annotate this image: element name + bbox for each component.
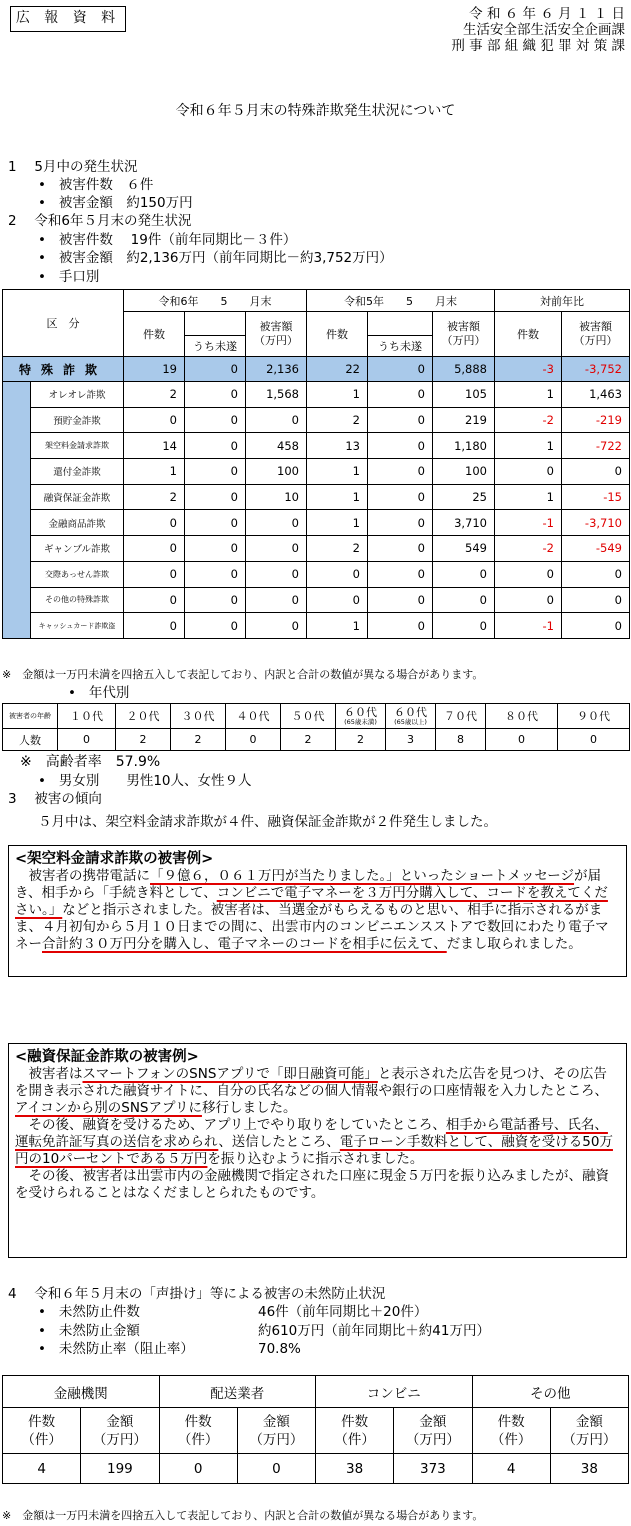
table-cell: 1 <box>495 433 562 459</box>
total-label: 特殊詐欺 <box>3 357 124 382</box>
prevention-group-header: 金融機関 <box>3 1376 160 1408</box>
table-cell: 1 <box>307 613 368 639</box>
table-row <box>3 382 630 408</box>
age-count: 2 <box>336 729 386 751</box>
table-cell: 2 <box>307 536 368 562</box>
row-label: 還付金詐欺 <box>31 459 124 485</box>
case2-para-1: 被害者はスマートフォンのSNSアプリで「即日融資可能」と表示された広告を見つけ、その広告を開き表示された融資サイトに、自分の氏名などの個人情報や銀行の口座情報を入力したところ、アイコンから別のSNSアプリに移行しました。 <box>15 1066 609 1116</box>
age-group-header: ５０代 <box>281 704 336 729</box>
table-cell: 1 <box>307 510 368 536</box>
table-cell: 0 <box>368 561 433 587</box>
table-cell: 1 <box>495 484 562 510</box>
table-cell: 2 <box>307 407 368 433</box>
prevention-value: 70.8% <box>258 1341 301 1357</box>
age-group-header: ８０代 <box>486 704 558 729</box>
age-group-header: ６０代 (65歳未満) <box>336 704 386 729</box>
table-cell: 0 <box>562 561 630 587</box>
total-cell: 22 <box>307 357 368 382</box>
total-cell: 19 <box>124 357 185 382</box>
total-cell: 5,888 <box>433 357 495 382</box>
prevention-value-cell: 0 <box>237 1454 315 1484</box>
total-cell: 2,136 <box>246 357 307 382</box>
table-cell: 0 <box>562 587 630 613</box>
case2-para-3: その後、被害者は出雲市内の金融機関で指定された口座に現金５万円を振り込みましたが、融資を受けられることはなくだましとられたものです。 <box>15 1168 609 1201</box>
section2-item: • 被害件数 19件（前年同期比－３件） <box>38 232 297 248</box>
table-cell: 549 <box>433 536 495 562</box>
table-cell: -549 <box>562 536 630 562</box>
table-cell: 0 <box>368 433 433 459</box>
prevention-group-header: 配送業者 <box>159 1376 316 1408</box>
table-cell: 0 <box>368 382 433 408</box>
table-cell: 0 <box>185 382 246 408</box>
table-row <box>3 459 630 485</box>
table-cell: 0 <box>368 459 433 485</box>
table-cell: 0 <box>495 587 562 613</box>
age-label: 被害者の年齢 <box>3 704 58 729</box>
table-cell: 0 <box>368 613 433 639</box>
prevention-column-header: 金額 （万円） <box>81 1408 159 1454</box>
table-cell: 0 <box>246 536 307 562</box>
table-cell: 2 <box>124 382 185 408</box>
prevention-value-cell: 0 <box>159 1454 237 1484</box>
table-cell: 0 <box>433 561 495 587</box>
table-row <box>3 510 630 536</box>
section2-item: • 手口別 <box>38 269 100 285</box>
table-cell: 0 <box>246 561 307 587</box>
total-cell: 0 <box>185 357 246 382</box>
table-cell: 13 <box>307 433 368 459</box>
row-label: 架空料金請求詐欺 <box>31 433 124 459</box>
table-cell: 0 <box>124 407 185 433</box>
prevention-item: • 未然防止率（阻止率） <box>38 1341 194 1357</box>
table-cell: -1 <box>495 613 562 639</box>
category-sidebar <box>3 382 31 639</box>
release-date: 令 和 ６ 年 ６ 月 １ １ 日 <box>469 6 625 22</box>
table-cell: 3,710 <box>433 510 495 536</box>
total-cell: -3,752 <box>562 357 630 382</box>
table-cell: 0 <box>185 433 246 459</box>
age-group-header: ４０代 <box>226 704 281 729</box>
row-label: ギャンブル詐欺 <box>31 536 124 562</box>
table-cell: 0 <box>124 510 185 536</box>
table-cell: 0 <box>433 613 495 639</box>
case-example-1 <box>8 845 627 977</box>
table-cell: 0 <box>368 536 433 562</box>
table-cell: -2 <box>495 536 562 562</box>
row-label: 預貯金詐欺 <box>31 407 124 433</box>
section2-item: • 被害金額 約2,136万円（前年同期比－約3,752万円） <box>38 250 393 266</box>
table-cell: 0 <box>185 536 246 562</box>
section1-item: • 被害金額 約150万円 <box>38 195 193 211</box>
prevention-item: • 未然防止件数 <box>38 1304 140 1320</box>
case-example-2 <box>8 1043 627 1258</box>
table-cell: 0 <box>368 510 433 536</box>
age-count: 0 <box>486 729 558 751</box>
table-cell: 2 <box>124 484 185 510</box>
table-row <box>3 561 630 587</box>
table-cell: 1,568 <box>246 382 307 408</box>
table-cell: 0 <box>124 536 185 562</box>
cases-header: 件数 <box>307 312 368 357</box>
prevention-column-header: 金額 （万円） <box>550 1408 628 1454</box>
prevention-value: 46件（前年同期比＋20件） <box>258 1304 428 1320</box>
table-cell: 1 <box>307 459 368 485</box>
age-group-header: ６０代 (65歳以上) <box>386 704 436 729</box>
table-cell: 1 <box>495 382 562 408</box>
table-cell: 0 <box>307 587 368 613</box>
damage-header: 被害額（万円） <box>246 312 307 357</box>
table-cell: 0 <box>246 407 307 433</box>
table-cell: 1,463 <box>562 382 630 408</box>
prevention-value-cell: 38 <box>316 1454 394 1484</box>
age-group-header: ９０代 <box>558 704 630 729</box>
table-cell: 0 <box>246 587 307 613</box>
attempt-header: うち未遂 <box>368 336 433 357</box>
prevention-column-header: 金額 （万円） <box>237 1408 315 1454</box>
table-row <box>3 407 630 433</box>
elderly-rate: ※ 高齢者率 57.9% <box>20 754 161 770</box>
fraud-by-method-table <box>2 289 630 639</box>
header-block <box>451 6 625 54</box>
age-count: 2 <box>116 729 171 751</box>
table-cell: 219 <box>433 407 495 433</box>
damage-header: 被害額（万円） <box>562 312 630 357</box>
table-cell: -1 <box>495 510 562 536</box>
table-cell: 0 <box>185 587 246 613</box>
age-count: 0 <box>558 729 630 751</box>
row-label: 金融商品詐欺 <box>31 510 124 536</box>
table-cell: 105 <box>433 382 495 408</box>
table-cell: -2 <box>495 407 562 433</box>
table-cell: 1,180 <box>433 433 495 459</box>
prevention-group-header: その他 <box>472 1376 629 1408</box>
prevention-table <box>2 1375 629 1484</box>
table-cell: -219 <box>562 407 630 433</box>
age-group-header: ７０代 <box>436 704 486 729</box>
prevention-value-cell: 199 <box>81 1454 159 1484</box>
total-row <box>3 357 630 382</box>
table-cell: 1 <box>307 382 368 408</box>
table-cell: 0 <box>124 587 185 613</box>
total-cell: -3 <box>495 357 562 382</box>
age-group-header: １０代 <box>58 704 116 729</box>
prevention-value-cell: 4 <box>472 1454 550 1484</box>
r5-header: 令和5年 5 月末 <box>307 290 495 312</box>
cases-header: 件数 <box>124 312 185 357</box>
age-count: 2 <box>171 729 226 751</box>
section4-heading: 4 令和６年５月末の「声掛け」等による被害の未然防止状況 <box>8 1286 386 1302</box>
table-cell: 0 <box>368 407 433 433</box>
table-cell: 14 <box>124 433 185 459</box>
prevention-value-cell: 373 <box>394 1454 472 1484</box>
prevention-group-header: コンビニ <box>316 1376 473 1408</box>
table-row <box>3 613 630 639</box>
row-label: 融資保証金詐欺 <box>31 484 124 510</box>
age-table <box>2 703 630 751</box>
prevention-value-cell: 38 <box>550 1454 628 1484</box>
case2-title: <融資保証金詐欺の被害例> <box>15 1049 199 1065</box>
attempt-header: うち未遂 <box>185 336 246 357</box>
table-cell: 0 <box>433 587 495 613</box>
table-row <box>3 536 630 562</box>
table-cell: 1 <box>307 484 368 510</box>
table-cell: 0 <box>124 613 185 639</box>
section3-heading: 3 被害の傾向 <box>8 791 102 807</box>
table-cell: -722 <box>562 433 630 459</box>
table-cell: 0 <box>368 484 433 510</box>
table-cell: 0 <box>368 587 433 613</box>
table-cell: 0 <box>185 613 246 639</box>
department-1: 生活安全部生活安全企画課 <box>463 22 625 38</box>
table-cell: 0 <box>185 459 246 485</box>
table-cell: 0 <box>562 459 630 485</box>
prevention-column-header: 件数 （件） <box>316 1408 394 1454</box>
age-group-header: ３０代 <box>171 704 226 729</box>
table-cell: -3,710 <box>562 510 630 536</box>
table-cell: 0 <box>185 407 246 433</box>
prevention-item: • 未然防止金額 <box>38 1323 140 1339</box>
damage-header: 被害額（万円） <box>433 312 495 357</box>
row-label: 交際あっせん詐欺 <box>31 561 124 587</box>
age-count: 2 <box>281 729 336 751</box>
table-cell: -15 <box>562 484 630 510</box>
row-label: オレオレ詐欺 <box>31 382 124 408</box>
count-label: 人数 <box>3 729 58 751</box>
department-2: 刑 事 部 組 織 犯 罪 対 策 課 <box>451 38 625 54</box>
table-cell: 100 <box>246 459 307 485</box>
table-cell: 0 <box>246 510 307 536</box>
gender-line: • 男女別 男性10人、女性９人 <box>38 773 252 789</box>
table-cell: 458 <box>246 433 307 459</box>
section3-text: ５月中は、架空料金請求詐欺が４件、融資保証金詐欺が２件発生しました。 <box>38 814 497 830</box>
press-release-label: 広 報 資 料 <box>10 6 126 32</box>
total-cell: 0 <box>368 357 433 382</box>
age-count: 0 <box>226 729 281 751</box>
page-title: 令和６年５月末の特殊詐欺発生状況について <box>175 103 456 119</box>
prevention-column-header: 件数 （件） <box>159 1408 237 1454</box>
prevention-column-header: 件数 （件） <box>472 1408 550 1454</box>
case1-text: 被害者の携帯電話に「９億６，０６１万円が当たりました。」といったショートメッセージが届き、相手から「手続き料として、コンビニで電子マネーを３万円分購入して、コードを教えてください。」などと指示されました。被害者は、当選金がもらえるものと思い、相手に指示されるがまま、４月初旬から５月１０日までの間に、出雲市内のコンビニエンスストアで数回にわたり電子マネー合計約３０万円分を購入し、電子マネーのコードを相手に伝えて、だまし取られました。 <box>15 868 609 952</box>
table-note: ※ 金額は一万円未満を四捨五入して表記しており、内訳と合計の数値が異なる場合があります。 <box>2 668 484 681</box>
row-label: その他の特殊詐欺 <box>31 587 124 613</box>
table-cell: 0 <box>562 613 630 639</box>
table-cell: 100 <box>433 459 495 485</box>
category-header: 区 分 <box>3 290 124 357</box>
table-cell: 0 <box>185 561 246 587</box>
section1-heading: 1 5月中の発生状況 <box>8 159 138 175</box>
age-heading: • 年代別 <box>68 685 130 701</box>
age-count: 0 <box>58 729 116 751</box>
table-row <box>3 433 630 459</box>
table-cell: 0 <box>185 510 246 536</box>
r6-header: 令和6年 5 月末 <box>124 290 307 312</box>
age-count: 8 <box>436 729 486 751</box>
footnote: ※ 金額は一万円未満を四捨五入して表記しており、内訳と合計の数値が異なる場合があります。 <box>2 1509 484 1522</box>
table-cell: 0 <box>495 459 562 485</box>
case1-title: <架空料金請求詐欺の被害例> <box>15 851 214 867</box>
table-row <box>3 484 630 510</box>
table-cell: 10 <box>246 484 307 510</box>
prevention-column-header: 件数 （件） <box>3 1408 81 1454</box>
yoy-header: 対前年比 <box>495 290 630 312</box>
table-cell: 0 <box>307 561 368 587</box>
section2-heading: 2 令和6年５月末の発生状況 <box>8 213 192 229</box>
table-cell: 0 <box>124 561 185 587</box>
table-cell: 0 <box>246 613 307 639</box>
section1-item: • 被害件数 ６件 <box>38 177 154 193</box>
cases-header: 件数 <box>495 312 562 357</box>
prevention-value: 約610万円（前年同期比＋約41万円） <box>258 1323 490 1339</box>
case2-para-2: その後、融資を受けるため、アプリ上でやり取りをしていたところ、相手から電話番号、氏名、運転免許証写真の送信を求められ、送信したところ、電子ローン手数料として、融資を受ける50万円の10パーセントである５万円を振り込むように指示されました。 <box>15 1117 613 1167</box>
table-row <box>3 587 630 613</box>
row-label: キャッシュカード詐欺盗 <box>31 613 124 639</box>
prevention-column-header: 金額 （万円） <box>394 1408 472 1454</box>
table-cell: 0 <box>185 484 246 510</box>
prevention-value-cell: 4 <box>3 1454 81 1484</box>
table-cell: 1 <box>124 459 185 485</box>
table-cell: 25 <box>433 484 495 510</box>
table-cell: 0 <box>495 561 562 587</box>
age-count: 3 <box>386 729 436 751</box>
age-group-header: ２０代 <box>116 704 171 729</box>
